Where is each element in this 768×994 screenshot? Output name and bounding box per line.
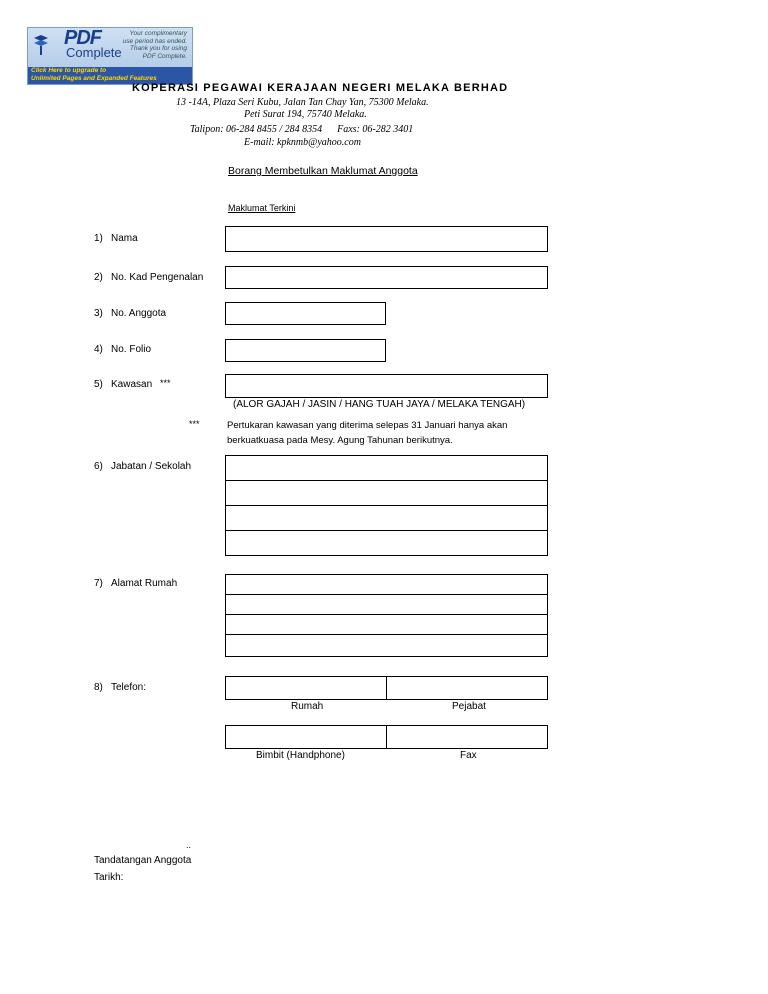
jabatan-line-2[interactable] (225, 480, 548, 506)
section-title: Maklumat Terkini (228, 203, 296, 213)
org-email: E-mail: kpknmb@yahoo.com (244, 137, 361, 148)
no-folio-field[interactable] (225, 339, 386, 362)
kawasan-label: Kawasan (111, 379, 153, 390)
nama-field[interactable] (225, 226, 548, 252)
field-number: 3) (94, 308, 103, 319)
field-number: 6) (94, 461, 103, 472)
anggota-label: No. Anggota (111, 308, 167, 319)
org-phone-fax: Talipon: 06-284 8455 / 284 8354 Faxs: 06-282 3401 (190, 124, 414, 135)
nama-label: Nama (111, 233, 138, 244)
caption-bimbit: Bimbit (Handphone) (256, 750, 345, 761)
alamat-label: Alamat Rumah (111, 578, 178, 589)
org-address: 13 -14A, Plaza Seri Kubu, Jalan Tan Chay Yan, 75300 Melaka. (176, 97, 429, 108)
signature-label: Tandatangan Anggota (94, 855, 192, 866)
telefon-pejabat-field[interactable] (386, 676, 548, 700)
field-number: 1) (94, 233, 103, 244)
pdf-complete-banner[interactable] (27, 27, 193, 85)
caption-rumah: Rumah (291, 701, 324, 712)
pdf-logo-icon (32, 34, 50, 56)
caption-pejabat: Pejabat (452, 701, 486, 712)
alamat-line-2[interactable] (225, 594, 548, 615)
note-marker: *** (189, 419, 200, 429)
brand-complete: Complete (66, 45, 122, 60)
org-name: KOPERASI PEGAWAI KERAJAAN NEGERI MELAKA BERHAD (132, 82, 509, 94)
kawasan-field[interactable] (225, 374, 548, 398)
org-po-box: Peti Surat 194, 75740 Melaka. (244, 109, 367, 120)
banner-message: Your complimentary use period has ended. Thank you for using PDF Complete. (122, 30, 187, 60)
telefon-rumah-field[interactable] (225, 676, 387, 700)
signature-dots: .. (186, 840, 192, 850)
jabatan-line-3[interactable] (225, 505, 548, 531)
kad-label: No. Kad Pengenalan (111, 272, 204, 283)
form-title: Borang Membetulkan Maklumat Anggota (228, 165, 418, 177)
fax-field[interactable] (386, 725, 548, 749)
jabatan-label: Jabatan / Sekolah (111, 461, 192, 472)
kawasan-note: Pertukaran kawasan yang diterima selepas 31 Januari hanya akan berkuatkuasa pada Mesy. Agung Tahunan berikutnya. (227, 420, 508, 446)
alamat-line-1[interactable] (225, 574, 548, 595)
field-number: 4) (94, 344, 103, 355)
telefon-bimbit-field[interactable] (225, 725, 387, 749)
telefon-label: Telefon: (111, 682, 147, 693)
upgrade-link[interactable]: Click Here to upgrade to Unlimited Pages and Expanded Features (28, 67, 192, 84)
alamat-line-3[interactable] (225, 614, 548, 635)
folio-label: No. Folio (111, 344, 152, 355)
kawasan-options: (ALOR GAJAH / JASIN / HANG TUAH JAYA / MELAKA TENGAH) (233, 399, 526, 410)
brand-pdf: PDF (64, 27, 101, 49)
field-number: 5) (94, 379, 103, 390)
no-anggota-field[interactable] (225, 302, 386, 325)
jabatan-line-4[interactable] (225, 530, 548, 556)
kawasan-marker: *** (160, 378, 171, 388)
date-label: Tarikh: (94, 872, 124, 883)
kad-pengenalan-field[interactable] (225, 266, 548, 289)
field-number: 8) (94, 682, 103, 693)
jabatan-line-1[interactable] (225, 455, 548, 481)
field-number: 2) (94, 272, 103, 283)
field-number: 7) (94, 578, 103, 589)
caption-fax: Fax (460, 750, 477, 761)
alamat-line-4[interactable] (225, 634, 548, 657)
